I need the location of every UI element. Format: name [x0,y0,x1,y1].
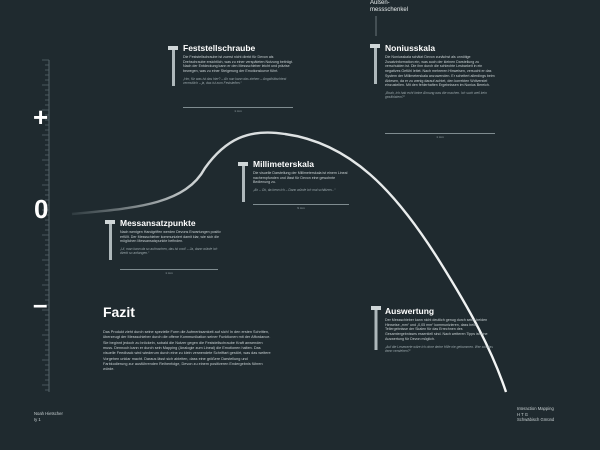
scale-label: 1 mm [436,135,444,139]
scale-bar [253,204,349,205]
section-title: Auswertung [385,306,435,316]
section-quote: „Ui, man kann da so aufmachen, das ist cool! – Ja, dann würde ich direkt so anfangen.“ [120,247,218,256]
scale-label: 9 mm [297,206,305,210]
caliper-icon [236,162,250,202]
aussenmessschenkel-label: Außen- messschenkel [370,0,409,14]
section-quote: „Auf die Lesewerte wäre ich ohne deine Hilfe nie gekommen. Wer soll das denn verstehen?“ [385,344,493,353]
section-title: Feststellschraube [183,43,256,53]
section-title: Messansatzpunkte [120,218,196,228]
caliper-icon [370,306,382,350]
section-body: Die Feststellschraube ist zuerst nicht direkt für Devon als Drehschraube ersichtlich, was zu einer verspäteten Nutzung beiträgt. Nach der Entdeckung kann er den Messschieber leicht und präzise bewegen, was zu einer Steigerung der Emotionskurve führt. [183,55,293,74]
axis-minus-label: – [33,289,48,319]
section-body: Die visuelle Darstellung der Millimeterskala ist einem Lineal nachempfunden und lässt für Devon eine gewohnte Bedienung zu. [253,171,348,185]
footer-course: Interaction Mapping H T G Schwäbisch Gmünd [517,406,555,423]
axis-plus-label: + [33,102,49,132]
caliper-icon [103,220,117,260]
section-noniusskala [385,43,497,100]
axis-zero-label: 0 [34,194,49,224]
section-body: Nach wenigen Handgriffen werden Devons Erwartungen positiv erfüllt. Der Messschieber kommuniziert damit klar, wie sich die möglichen Messansatzpunkte befinden. [120,230,221,244]
section-auswertung [385,306,495,353]
section-body: Die Noniusskala schätzt Devon zunächst als unnötige Zusatzinformation ein, was auch der kleinen Darstellung zu verschulden ist. Die ihm durch die schlechte Lesbarkeit in ein negatives Gefühl leitet. Nach mehreren Hinweisen, versucht er das System der Millimeterskala anzuwenden. Er scheitert allerdings beim Ablesen, da er zu wenig darauf achtet, den korrekten Wdtverstel einzustellen. Mit den fehlerhaften Ergebnissen im Nonius Bereich. [385,55,495,88]
section-title: Millimeterskala [253,159,314,169]
scale-label: 1 mm [234,109,242,113]
section-title: Noniusskala [385,43,436,53]
scale-bar [120,269,218,270]
section-feststellschraube [183,43,295,86]
section-messansatzpunkte [120,218,222,256]
section-fazit [103,304,273,373]
section-quote: „Hm, für was ist das hier? – Ah nun kann das ziehen – Angsthätschtest vermutlich – ja, das ist zum Feststellen.“ [183,76,287,86]
section-millimeterskala [253,159,353,192]
caliper-icon [166,46,180,86]
scale-label: 1 mm [165,271,173,275]
caliper-icon [368,44,382,84]
section-body: Der Messschieber kann nicht deutlich genug durch seine beiden Hinweise „mm“ und „0,05 mm“ kommunizieren, dass beide Teilergebnisse der Skalen für das Errechnen des Gesamtergebnisses essentiell sind. Nach weiteren Tipps ist eine Auswertung für Devon möglich. [385,318,488,341]
section-quote: „Boah, ich hab echt keine Ahnung was die machen. Ich such weil kein gezählstem?“ [385,91,487,100]
scale-bar [183,107,293,108]
section-quote: „Ah – Ok, da kenn ich – Dann würde ich mal schätzen...“ [253,188,336,193]
scale-bar [385,133,495,134]
fazit-title: Fazit [103,304,135,320]
fazit-body: Das Produkt zieht durch seine spezielle Form die Aufmerksamkeit auf sich! In den ersten Schritten, überzeugt der Messschieber durch die offene Kommunikation seiner Funktionen mit der Affordance. Sie beginnt jedoch zu bröckeln, sobald die Nutzer gegen die Feststellschraube Kraft anwenden muss. Dennoch kann er durch sein Mapping (Analogie zum Lineal) die Emotionen halten. Das visuelle Feedback wird wiederum durch eine zu klein verwendete Schriftart gestört, was das weitere Vorgehen unklar macht. Daraus lässt sich ableiten, dass eine größere Darstellung und Farbkodierung zur ausführenden Reihenfolge, Devon zu einem positiveren Endergebnis führen würde. [103,330,271,372]
footer-author: Noah Hietscher Iy 1 [34,411,63,422]
